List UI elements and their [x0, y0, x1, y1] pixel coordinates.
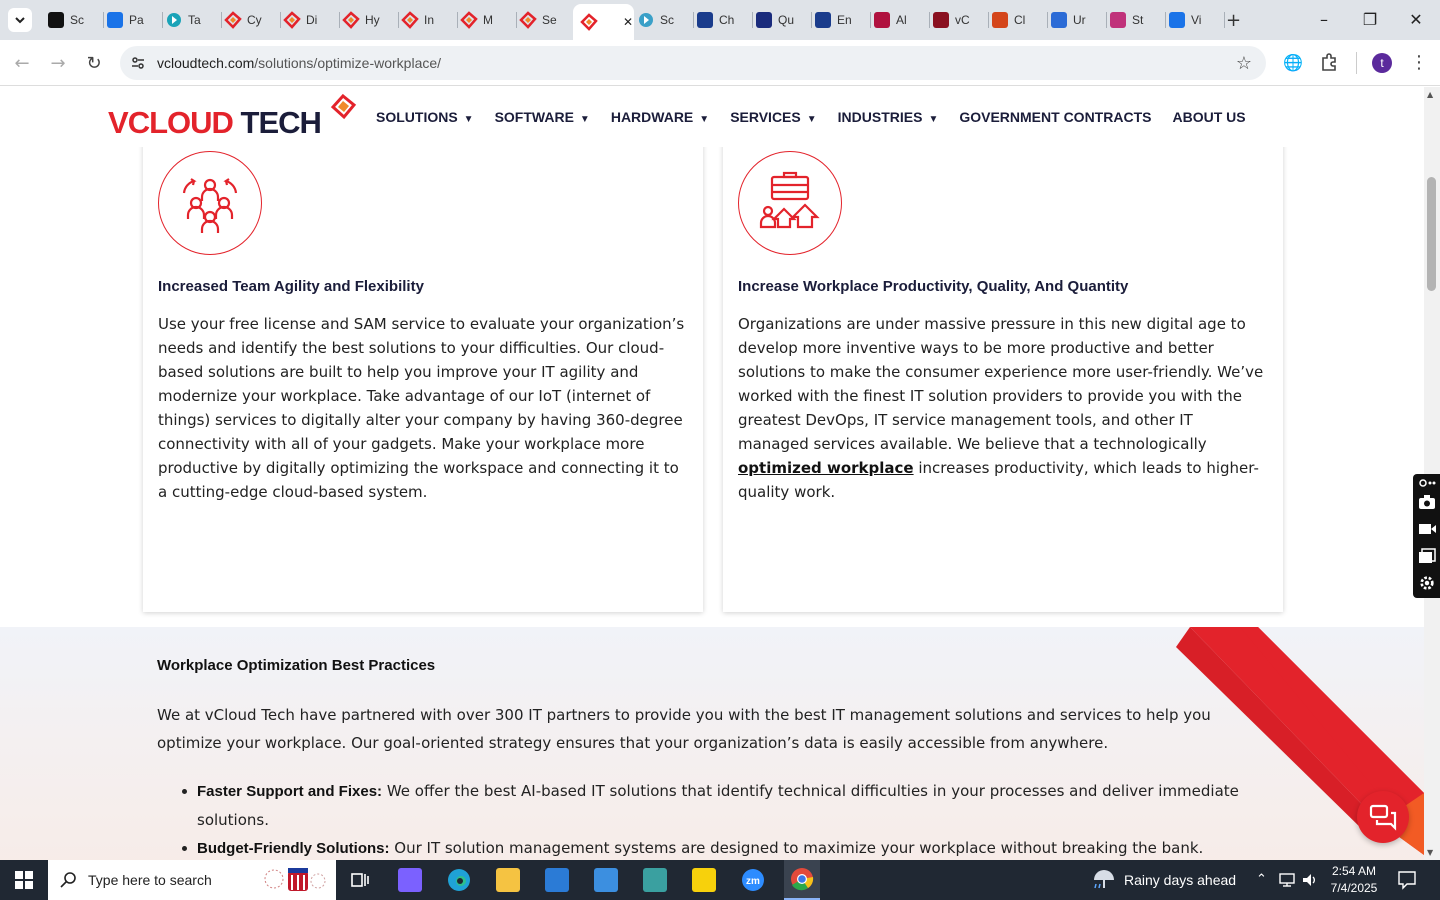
- new-tab-button[interactable]: +: [1226, 10, 1242, 31]
- forward-button[interactable]: →: [50, 52, 66, 74]
- web-page: [0, 87, 1424, 860]
- tab-title: Hy: [365, 13, 380, 27]
- site-header: [0, 87, 1424, 147]
- tab-separator: [516, 12, 517, 28]
- tab-separator: [398, 12, 399, 28]
- tab-separator: [1047, 12, 1048, 28]
- clock-time: 2:54 AM: [1331, 864, 1377, 878]
- optimized-workplace-link[interactable]: optimized workplace: [738, 459, 914, 477]
- mail-icon[interactable]: [594, 868, 618, 892]
- browser-tab[interactable]: [1169, 6, 1205, 34]
- tab-title: Di: [306, 13, 318, 27]
- minimize-button[interactable]: –: [1320, 10, 1328, 29]
- nav-item-label: SOFTWARE: [494, 109, 574, 125]
- tab-title: Pa: [129, 13, 144, 27]
- tab-separator: [103, 12, 104, 28]
- search-placeholder: Type here to search: [88, 872, 212, 888]
- tab-title: En: [837, 13, 852, 27]
- settings-gear-icon[interactable]: [1418, 575, 1436, 591]
- browser-tab[interactable]: [343, 6, 379, 34]
- card-text-part: increases productivity, which leads to higher-quality work.: [738, 459, 1259, 501]
- caret-down-icon: ▼: [806, 114, 817, 125]
- tab-title: Cl: [1014, 13, 1026, 27]
- scales-icon: [697, 12, 713, 28]
- nav-item[interactable]: [376, 109, 474, 125]
- browser-tab[interactable]: [461, 6, 497, 34]
- window-capture-icon[interactable]: [1418, 548, 1436, 564]
- tab-title: Ch: [719, 13, 735, 27]
- browser-tab[interactable]: [166, 6, 202, 34]
- site-info-icon[interactable]: [126, 51, 150, 75]
- tab-separator: [1224, 12, 1225, 28]
- tab-separator: [280, 12, 281, 28]
- logo-tech: TECH: [240, 105, 321, 140]
- tab-separator: [221, 12, 222, 28]
- back-button[interactable]: ←: [14, 52, 30, 74]
- team-agility-icon: [158, 151, 262, 255]
- card-text: Use your free license and SAM service to evaluate your organization’s needs and identify the best solutions to your difficulties. Our cloud-based solutions are built to help you improve your IT agility and modernize your workplace. Take advantage of our IoT (internet of things) services to digitally alter your company by having 360-degree connectivity with all of your gadgets. Make your workplace more productive by digitally optimizing the workspace and connecting it to a cutting-edge cloud-based system.: [158, 315, 685, 501]
- browser-menu-icon[interactable]: ⋮: [1410, 52, 1428, 73]
- scrollbar-thumb[interactable]: [1427, 177, 1436, 291]
- tab-title: vC: [955, 13, 970, 27]
- windows-taskbar: [0, 860, 1440, 900]
- browser-tab[interactable]: [284, 6, 320, 34]
- close-window-button[interactable]: ✕: [1409, 10, 1423, 29]
- tab-title: Al: [896, 13, 907, 27]
- browser-tab[interactable]: [573, 4, 634, 40]
- tab-separator: [811, 12, 812, 28]
- zoom-icon[interactable]: [741, 868, 765, 892]
- close-tab-icon[interactable]: ✕: [623, 15, 634, 29]
- browser-tab[interactable]: [756, 6, 795, 34]
- start-button[interactable]: [0, 860, 48, 900]
- list-item: [197, 777, 1257, 834]
- browser-toolbar: [0, 40, 1440, 86]
- browser-tab[interactable]: [225, 6, 261, 34]
- nav-item[interactable]: [959, 109, 1151, 125]
- list-item-label: Faster Support and Fixes:: [197, 783, 383, 800]
- nav-item-label: GOVERNMENT CONTRACTS: [959, 109, 1152, 125]
- chrome-icon[interactable]: [784, 860, 820, 900]
- windows-logo-icon: [15, 871, 33, 889]
- card-text-part: Organizations are under massive pressure in this new digital age to develop more inventive ways to be more productive and better solutions to make the consumer experience more user-friendly. We’ve worked with the finest IT solution providers to provide you with the greatest DevOps, IT service management tools, and other IT managed services available. We believe that a technologically: [738, 315, 1264, 453]
- browser-tab[interactable]: [402, 6, 438, 34]
- system-clock[interactable]: [1326, 863, 1382, 897]
- tab-separator: [457, 12, 458, 28]
- nav-item-label: ABOUT US: [1172, 109, 1246, 125]
- browser-tab[interactable]: [1110, 6, 1146, 34]
- notifications-icon[interactable]: [1398, 871, 1416, 889]
- teal-circle-icon: [166, 12, 182, 28]
- list-item-text: Our IT solution management systems are designed to maximize your workplace without breaking the bank.: [389, 839, 1204, 857]
- nav-item-label: SOLUTIONS: [376, 109, 458, 125]
- tab-title: Cy: [247, 13, 262, 27]
- tab-title: M: [483, 13, 493, 27]
- tab-title: Se: [542, 13, 557, 27]
- feature-card-productivity: [723, 127, 1283, 612]
- tab-title: Qu: [778, 13, 795, 27]
- tab-separator: [1165, 12, 1166, 28]
- restore-button[interactable]: ❐: [1362, 10, 1378, 29]
- address-bar[interactable]: [120, 46, 1266, 80]
- diamond-tag-icon: [402, 12, 418, 28]
- screen-capture-toolbar: [1413, 474, 1440, 598]
- clock-date: 7/4/2025: [1330, 881, 1378, 895]
- tab-title: Sc: [660, 13, 675, 27]
- browser-tab[interactable]: [520, 6, 556, 34]
- volume-icon[interactable]: [1302, 872, 1318, 888]
- tab-separator: [870, 12, 871, 28]
- browser-tab[interactable]: [874, 6, 910, 34]
- link-icon[interactable]: [1418, 478, 1436, 488]
- browser-tab[interactable]: [697, 6, 733, 34]
- taskbar-search-box[interactable]: [48, 860, 336, 900]
- card-text: [738, 312, 1268, 504]
- reload-button[interactable]: ↻: [86, 52, 102, 74]
- x-icon: [756, 12, 772, 28]
- svg-text:zm: zm: [746, 876, 760, 887]
- vcloud-tech-logo[interactable]: [108, 95, 358, 141]
- nav-item[interactable]: [611, 109, 709, 125]
- chat-button[interactable]: [1357, 791, 1409, 843]
- sticky-notes-icon[interactable]: [692, 868, 716, 892]
- browser-tab[interactable]: [815, 6, 851, 34]
- diamond-tag-icon: [520, 12, 536, 28]
- toolbar-divider: [1356, 52, 1357, 74]
- scroll-down-arrow-icon[interactable]: ▼: [1427, 848, 1434, 857]
- search-icon: [60, 871, 78, 889]
- diamond-tag-icon: [343, 12, 359, 28]
- task-view-icon[interactable]: [348, 868, 372, 892]
- file-explorer-icon[interactable]: [496, 868, 520, 892]
- browser-tab[interactable]: [48, 6, 84, 34]
- speed-icon: [107, 12, 123, 28]
- show-hidden-icons-chevron-icon[interactable]: ⌃: [1256, 872, 1267, 887]
- browser-tab[interactable]: [638, 6, 674, 34]
- search-highlight-image: [262, 865, 328, 895]
- translate-icon[interactable]: 🌐: [1283, 53, 1303, 72]
- nav-item-label: SERVICES: [730, 109, 801, 125]
- logo-v: V: [108, 105, 128, 140]
- url-path: /solutions/optimize-workplace/: [254, 55, 442, 71]
- diamond-tag-icon: [581, 14, 597, 30]
- caret-down-icon: ▼: [463, 114, 474, 125]
- extensions-icon[interactable]: [1319, 52, 1339, 76]
- tab-title: Sc: [70, 13, 85, 27]
- github-icon: [48, 12, 64, 28]
- store-icon[interactable]: [545, 868, 569, 892]
- browser-tab[interactable]: [933, 6, 969, 34]
- tab-title: Ta: [188, 13, 201, 27]
- nav-item-label: HARDWARE: [610, 109, 694, 125]
- card-title: Increased Team Agility and Flexibility: [158, 278, 424, 295]
- tab-separator: [339, 12, 340, 28]
- scroll-up-arrow-icon[interactable]: ▲: [1427, 90, 1434, 99]
- diamond-tag-icon: [461, 12, 477, 28]
- edge-icon[interactable]: [447, 868, 471, 892]
- feather-icon: [1110, 12, 1126, 28]
- tab-separator: [988, 12, 989, 28]
- docs-icon: [1051, 12, 1067, 28]
- browser-tab[interactable]: [992, 6, 1028, 34]
- card-title: Increase Workplace Productivity, Quality, And Quantity: [738, 278, 1129, 295]
- nav-item[interactable]: [495, 109, 590, 125]
- logo-cloud: CLOUD: [127, 105, 233, 140]
- caret-down-icon: ▼: [579, 114, 590, 125]
- tab-separator: [1106, 12, 1107, 28]
- app-icon[interactable]: [643, 868, 667, 892]
- caret-down-icon: ▼: [928, 114, 939, 125]
- tab-search-button[interactable]: [8, 8, 32, 32]
- nav-item[interactable]: [1172, 109, 1245, 125]
- browser-tab[interactable]: [1051, 6, 1087, 34]
- teal-circle-icon: [638, 12, 654, 28]
- ab-icon: [874, 12, 890, 28]
- productivity-growth-icon: [738, 151, 842, 255]
- browser-tab[interactable]: [107, 6, 143, 34]
- check-pen-icon: [815, 12, 831, 28]
- camera-icon[interactable]: [1418, 494, 1436, 510]
- chevron-down-icon: [14, 14, 26, 26]
- nav-item-label: INDUSTRIES: [837, 109, 923, 125]
- url-text: [157, 55, 441, 71]
- video-icon[interactable]: [1418, 521, 1436, 537]
- tab-separator: [929, 12, 930, 28]
- tab-strip: [0, 0, 1440, 40]
- list-item-label: Budget-Friendly Solutions:: [197, 840, 390, 857]
- best-practices-section: [0, 627, 1424, 867]
- chat-icon: [1369, 804, 1397, 830]
- logo-diamond-icon: [330, 95, 356, 119]
- list-item-text: We offer the best AI-based IT solutions that identify technical difficulties in your processes and deliver immediate solutions.: [197, 782, 1239, 829]
- section-intro: We at vCloud Tech have partnered with over 300 IT partners to provide you with the best IT management solutions and services to help you optimize your workplace. Our goal-oriented strategy ensures that your organization’s data is easily accessible from anywhere.: [157, 706, 1211, 752]
- tab-title: Vi: [1191, 13, 1202, 27]
- logo-text: [108, 105, 321, 141]
- tab-title: In: [424, 13, 435, 27]
- url-domain: vcloudtech.com: [157, 55, 255, 71]
- tab-separator: [693, 12, 694, 28]
- tab-title: Ur: [1073, 13, 1086, 27]
- tab-title: St: [1132, 13, 1144, 27]
- list-item: [197, 834, 1257, 863]
- v-icon: [933, 12, 949, 28]
- nav-item[interactable]: [730, 109, 816, 125]
- caret-down-icon: ▼: [699, 114, 710, 125]
- umbrella-rain-icon: [1092, 869, 1116, 891]
- copilot-icon[interactable]: [398, 868, 422, 892]
- section-title: Workplace Optimization Best Practices: [157, 657, 436, 674]
- feature-card-agility: [143, 127, 703, 612]
- nav-item[interactable]: [838, 109, 939, 125]
- weather-text: Rainy days ahead: [1124, 872, 1237, 888]
- network-icon[interactable]: [1278, 872, 1296, 888]
- profile-avatar[interactable]: t: [1372, 53, 1392, 73]
- tab-separator: [752, 12, 753, 28]
- tab-separator: [162, 12, 163, 28]
- best-practices-list: [197, 777, 1257, 863]
- diamond-tag-icon: [225, 12, 241, 28]
- brush-icon: [992, 12, 1008, 28]
- bookmark-star-icon[interactable]: ☆: [1235, 53, 1252, 74]
- main-nav: [376, 109, 1267, 125]
- pulse-icon: [1169, 12, 1185, 28]
- diamond-tag-icon: [284, 12, 300, 28]
